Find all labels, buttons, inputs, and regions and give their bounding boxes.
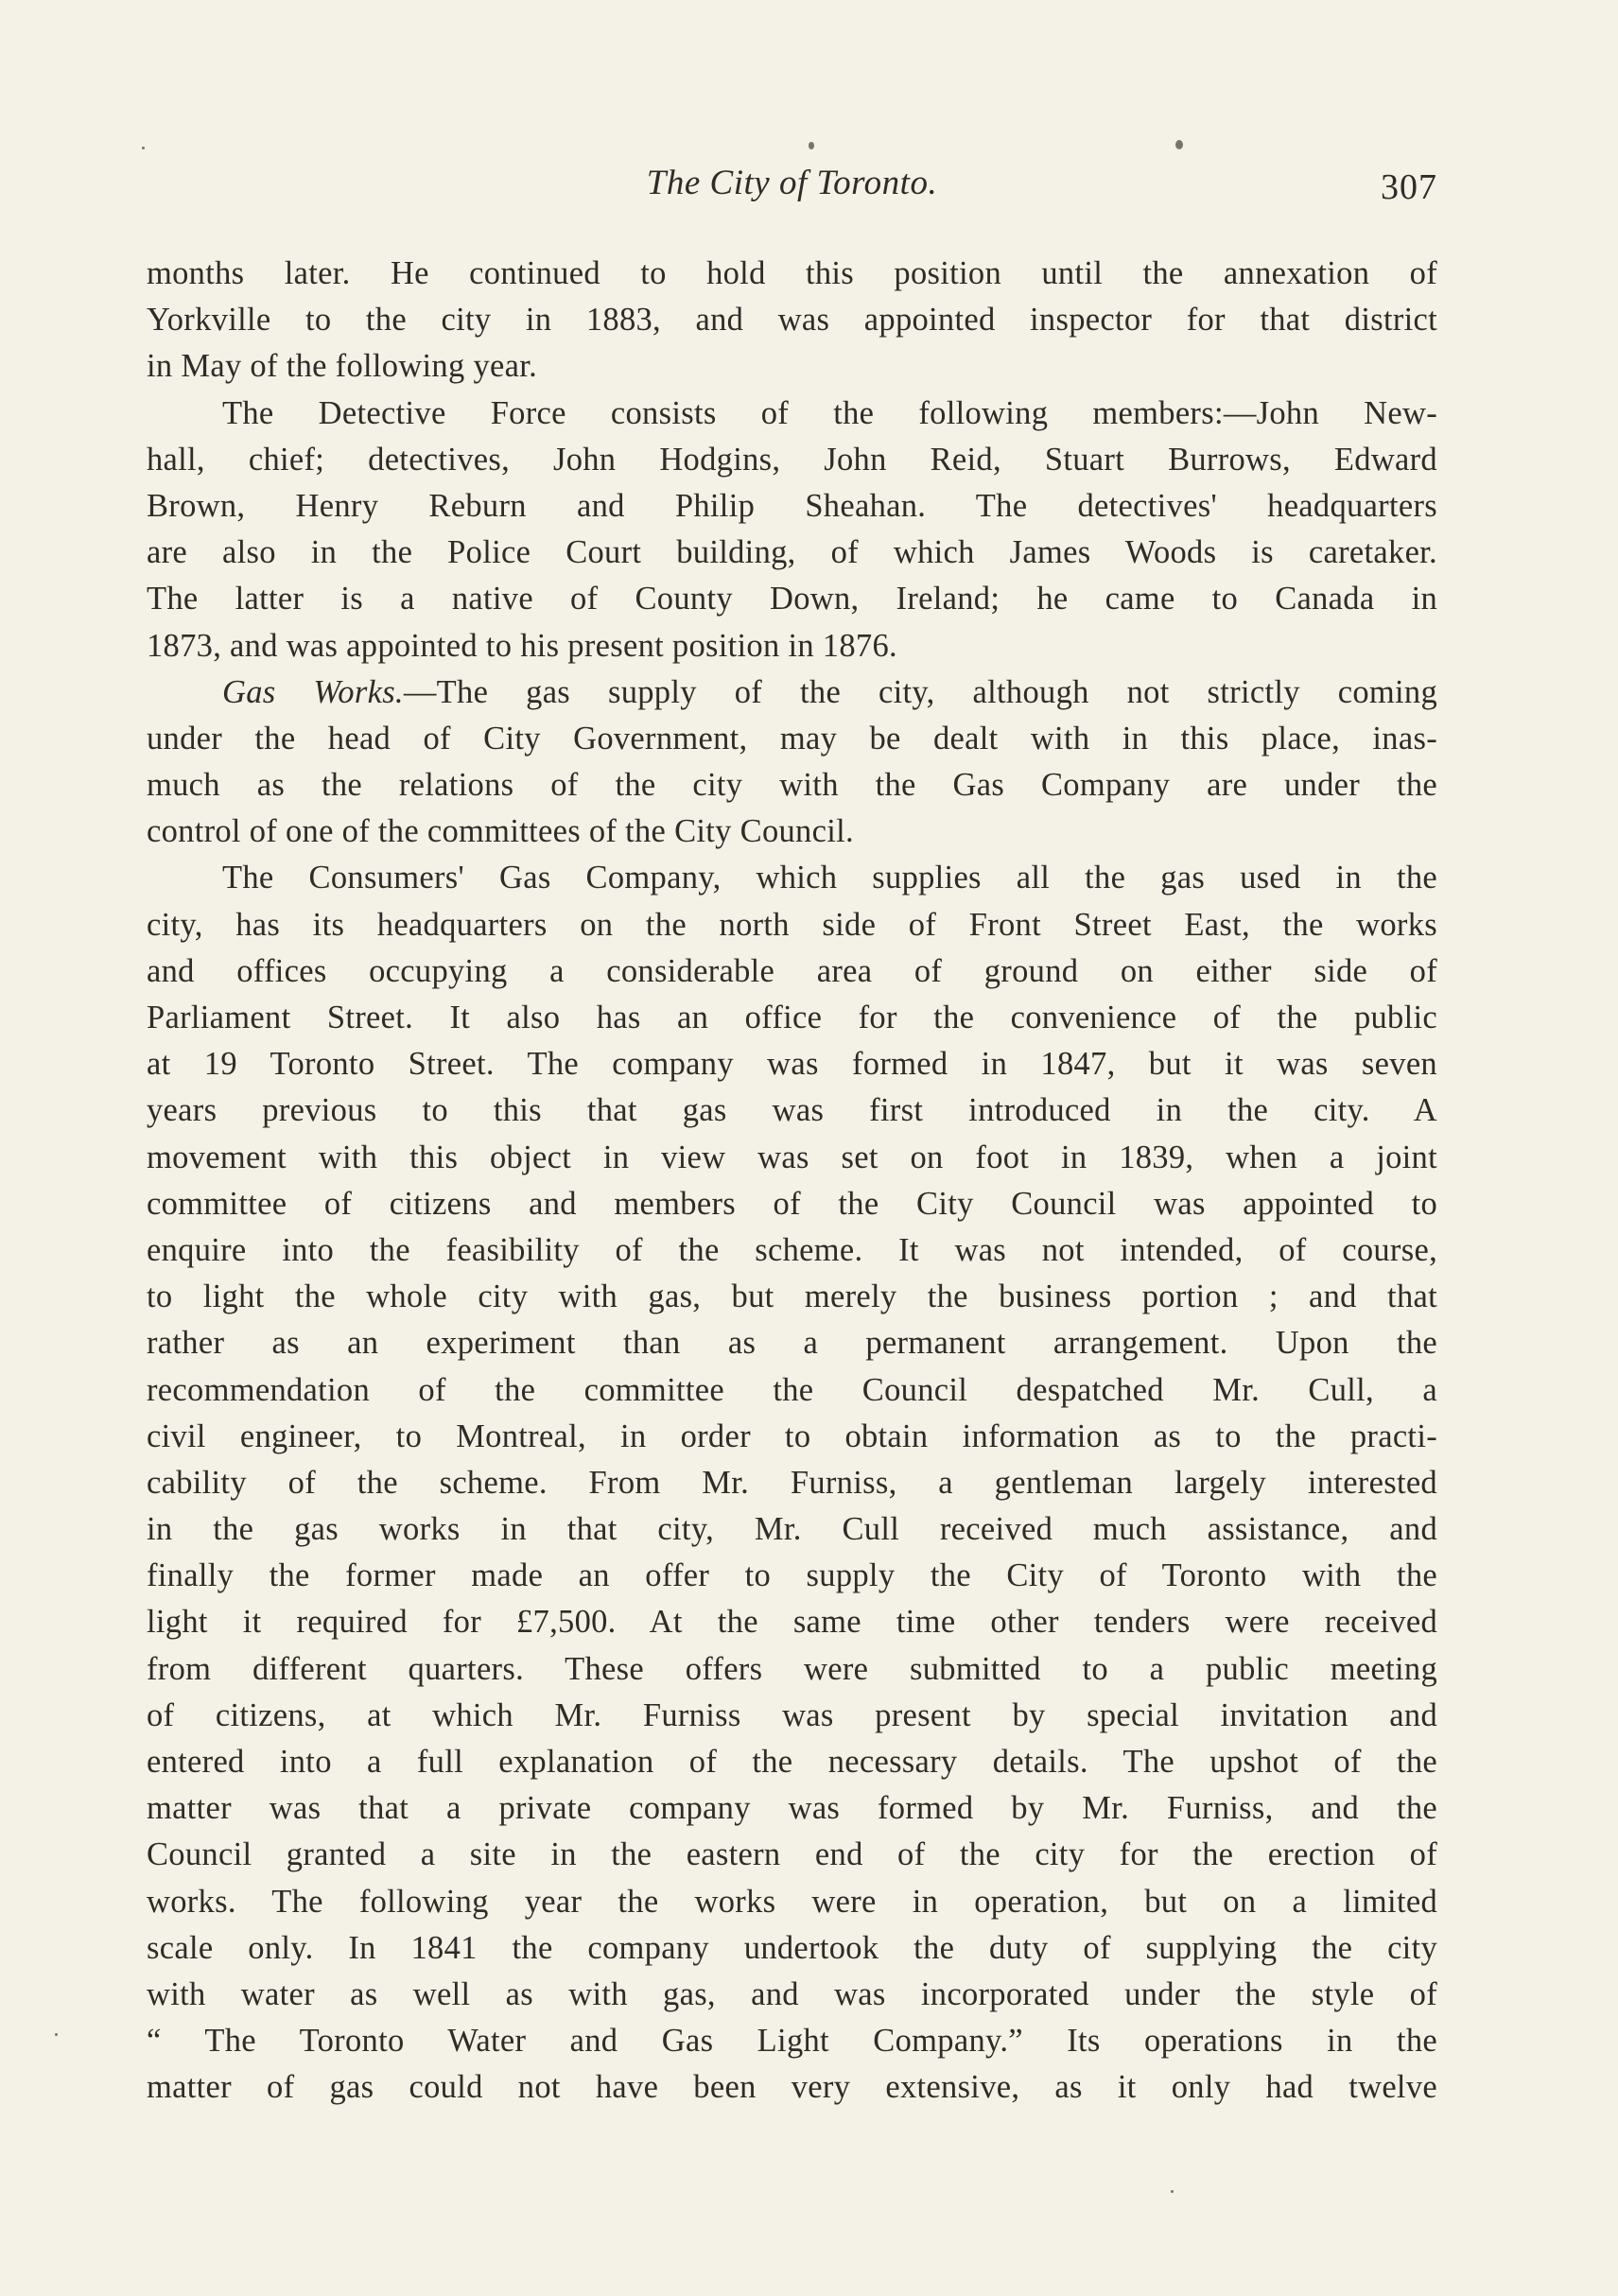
text-line: are also in the Police Court building, of which James Woods is caretaker. bbox=[147, 534, 1437, 571]
scan-speck bbox=[1175, 140, 1183, 149]
text-line: Council granted a site in the eastern end of the city for the erection of bbox=[147, 1836, 1437, 1873]
text-line: rather as an experiment than as a permanent arrangement. Upon the bbox=[147, 1325, 1437, 1362]
text-line: “ The Toronto Water and Gas Light Company.” Its operations in the bbox=[147, 2023, 1437, 2060]
text-line: from different quarters. These offers were submitted to a public meeting bbox=[147, 1650, 1437, 1687]
text-line: in the gas works in that city, Mr. Cull received much assistance, and bbox=[147, 1511, 1437, 1548]
text-line: cability of the scheme. From Mr. Furniss, a gentleman largely interested bbox=[147, 1464, 1437, 1501]
text-line: and offices occupying a considerable area of ground on either side of bbox=[147, 952, 1437, 989]
text-line: Yorkville to the city in 1883, and was appointed inspector for that district bbox=[147, 302, 1437, 339]
scan-speck bbox=[809, 142, 814, 149]
text-line: at 19 Toronto Street. The company was formed in 1847, but it was seven bbox=[147, 1046, 1437, 1083]
text-line: The Detective Force consists of the following members:—John New- bbox=[222, 394, 1437, 431]
page-number: 307 bbox=[1381, 167, 1437, 207]
text-line: under the head of City Government, may be dealt with in this place, inas- bbox=[147, 720, 1437, 757]
text-line: years previous to this that gas was first introduced in the city. A bbox=[147, 1092, 1437, 1129]
text-line bbox=[147, 670, 1437, 716]
text-line: much as the relations of the city with the Gas Company are under the bbox=[147, 767, 1437, 804]
text-line: entered into a full explanation of the necessary details. The upshot of the bbox=[147, 1744, 1437, 1780]
text-line: committee of citizens and members of the City Council was appointed to bbox=[147, 1185, 1437, 1222]
body-text bbox=[147, 251, 1437, 2112]
scan-speck bbox=[1171, 2190, 1174, 2193]
running-title: The City of Toronto. bbox=[646, 164, 938, 202]
scan-speck bbox=[55, 2033, 58, 2036]
text-line: matter of gas could not have been very extensive, as it only had twelve bbox=[147, 2069, 1437, 2106]
scan-speck bbox=[142, 147, 145, 149]
text-line: recommendation of the committee the Council despatched Mr. Cull, a bbox=[147, 1371, 1437, 1408]
text-line: control of one of the committees of the City Council. bbox=[147, 813, 854, 850]
text-line: scale only. In 1841 the company undertook the duty of supplying the city bbox=[147, 1929, 1437, 1966]
text-line: The latter is a native of County Down, Ireland; he came to Canada in bbox=[147, 581, 1437, 617]
text-line: months later. He continued to hold this position until the annexation of bbox=[147, 255, 1437, 291]
text-line: hall, chief; detectives, John Hodgins, John Reid, Stuart Burrows, Edward bbox=[147, 441, 1437, 478]
text-line: 1873, and was appointed to his present position in 1876. bbox=[147, 627, 897, 664]
text-line: to light the whole city with gas, but merely the business portion ; and that bbox=[147, 1278, 1437, 1315]
text-line: works. The following year the works were in operation, but on a limited bbox=[147, 1883, 1437, 1920]
text-line: light it required for £7,500. At the same time other tenders were received bbox=[147, 1604, 1437, 1641]
text-line: Brown, Henry Reburn and Philip Sheahan. The detectives' headquarters bbox=[147, 487, 1437, 524]
text-line: finally the former made an offer to supply the City of Toronto with the bbox=[147, 1557, 1437, 1594]
section-lead-gas-works: Gas Works. bbox=[222, 673, 404, 710]
text-line: Parliament Street. It also has an office for the convenience of the public bbox=[147, 1000, 1437, 1035]
text-line: enquire into the feasibility of the scheme. It was not intended, of course, bbox=[147, 1231, 1437, 1268]
text-line: city, has its headquarters on the north side of Front Street East, the works bbox=[147, 906, 1437, 943]
page-header bbox=[147, 163, 1437, 219]
text-line: matter was that a private company was formed by Mr. Furniss, and the bbox=[147, 1790, 1437, 1827]
text-line-rest: —The gas supply of the city, although not strictly coming bbox=[403, 673, 1437, 710]
text-line: civil engineer, to Montreal, in order to obtain information as to the practi- bbox=[147, 1418, 1437, 1454]
text-line: with water as well as with gas, and was incorporated under the style of bbox=[147, 1975, 1437, 2012]
text-line: movement with this object in view was set on foot in 1839, when a joint bbox=[147, 1139, 1437, 1175]
text-line: The Consumers' Gas Company, which supplies all the gas used in the bbox=[222, 860, 1437, 896]
text-line: of citizens, at which Mr. Furniss was present by special invitation and bbox=[147, 1696, 1437, 1733]
text-line: in May of the following year. bbox=[147, 348, 538, 385]
